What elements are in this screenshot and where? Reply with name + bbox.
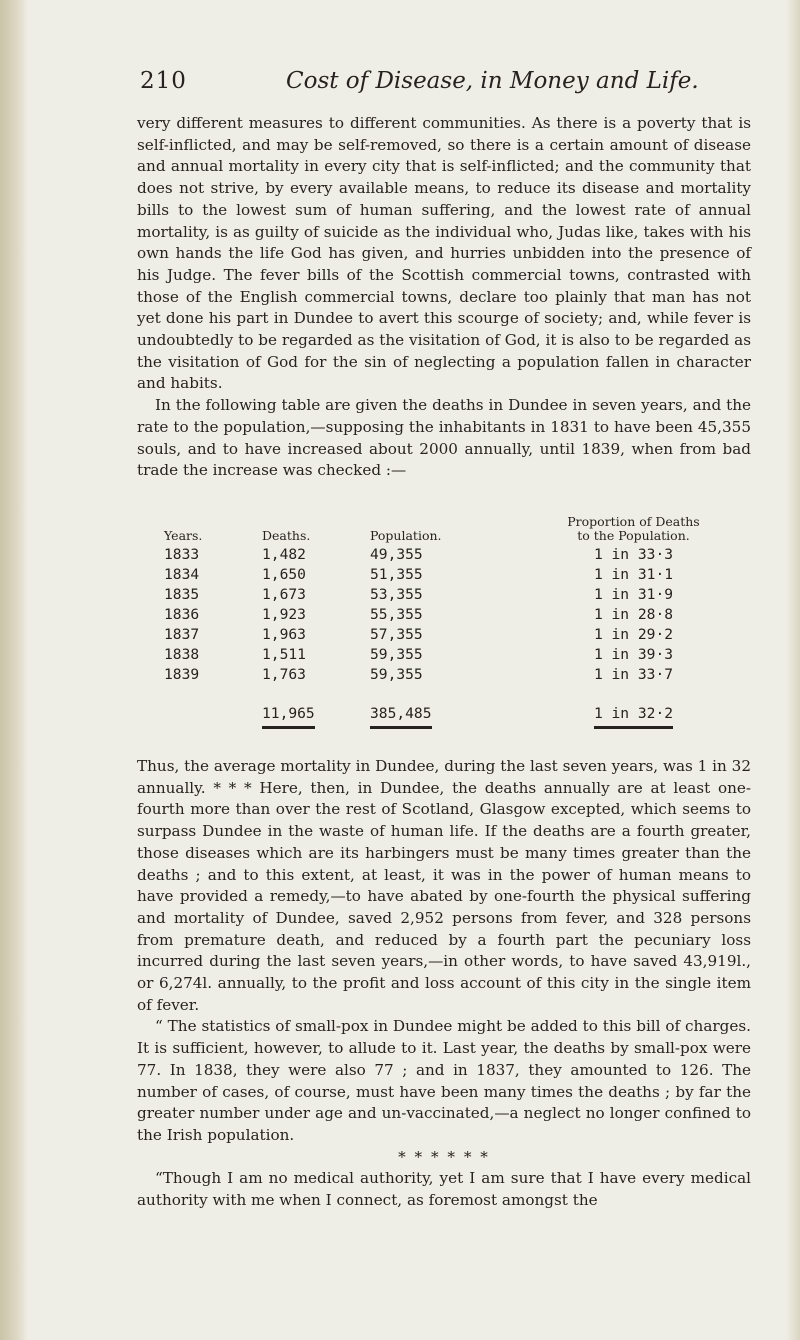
cell-deaths: 1,963 [262,626,306,643]
cell-proportion: 1 in 33·3 [593,546,674,563]
cell-year: 1838 [164,646,200,663]
table-row [164,565,759,585]
cell-proportion: 1 in 28·8 [593,606,674,623]
cell-year: 1833 [164,546,200,563]
paragraph: Thus, the average mortality in Dundee, during the last seven years, was 1 in 32 annually. * * * Here, then, in Dundee, the deaths annually are at least one-fourth more than over the rest of Scotland, Glasgow excepted, which seems to surpass Dundee in the waste of human life. If the deaths are a fourth greater, those diseases which are its harbingers must be many times greater than the deaths ; and to this extent, at least, it was in the power of human means to have provided a remedy,—to have abated by one-fourth the physical suffering and mortality of Dundee, saved 2,952 persons from fever, and 328 persons from premature death, and reduced by a fourth part the pecuniary loss incurred during the last seven years,—in other words, to have saved 43,919l., or 6,274l. annually, to the profit and loss account of this city in the single item of fever. [137,757,751,1014]
column-header-proportion [508,515,759,545]
column-header-population: Population. [370,528,442,543]
column-header-years: Years. [164,528,203,543]
paragraph: very different measures to different communities. As there is a poverty that is self-inflicted, and may be self-removed, so there is a certain amount of disease and annual mortality in every city that is self-inflicted; and the community that does not strive, by every available means, to reduce its disease and mortality bills to the lowest sum of human suffering, and the lowest rate of annual mortality, is as guilty of suicide as the individual who, Judas like, takes with his own hands the life God has given, and hurries unbidden into the presence of his Judge. The fever bills of the Scottish commercial towns, contrasted with those of the English commercial towns, declare too plainly that man has not yet done his part in Dundee to avert this scourge of society; and, while fever is undoubtedly to be regarded as the visitation of God, it is also to be regarded as the visitation of God for the sin of neglecting a population fallen in character and habits. [137,114,751,393]
asterisk-separator: * * * * * * [398,1147,490,1166]
total-proportion: 1 in 32·2 [508,704,759,729]
page-number: 210 [140,68,187,94]
table-row [164,645,759,665]
cell-year: 1836 [164,606,200,623]
table-header-row [164,515,759,545]
cell-population: 59,355 [370,666,423,683]
cell-deaths: 1,763 [262,666,306,683]
cell-proportion: 1 in 31·1 [593,566,674,583]
cell-proportion: 1 in 31·9 [593,586,674,603]
total-deaths: 11,965 [262,704,370,729]
cell-deaths: 1,650 [262,566,306,583]
book-spine-shadow [0,0,28,1340]
table-row [164,665,759,685]
table-row [164,545,759,565]
cell-deaths: 1,482 [262,546,306,563]
cell-population: 49,355 [370,546,423,563]
cell-year: 1839 [164,666,200,683]
paragraph: In the following table are given the deaths in Dundee in seven years, and the rate to the population,—supposing the inhabitants in 1831 to have been 45,355 souls, and to have increased about 2000 annually, until 1839, when from bad trade the increase was checked :— [137,396,751,480]
table-row [164,605,759,625]
total-population: 385,485 [370,704,508,729]
cell-proportion: 1 in 39·3 [593,646,674,663]
cell-year: 1834 [164,566,200,583]
table-row [164,585,759,605]
cell-population: 59,355 [370,646,423,663]
table-spacer [164,685,759,704]
cell-year: 1837 [164,626,200,643]
cell-population: 55,355 [370,606,423,623]
paragraph: “ The statistics of small-pox in Dundee might be added to this bill of charges. It is sufficient, however, to allude to it. Last year, the deaths by small-pox were 77. In 1838, they were also 77 ; and in 1837, they amounted to 126. The number of cases, of course, must have been many times the deaths ; by far the greater number under age and un-vaccinated,—a neglect no longer confined to the Irish population. [137,1017,751,1144]
running-title: Cost of Disease, in Money and Life. [286,68,699,94]
page-header [118,68,758,108]
cell-proportion: 1 in 33·7 [593,666,674,683]
column-header-deaths: Deaths. [262,528,311,543]
cell-year: 1835 [164,586,200,603]
page-edge-shadow [786,0,800,1340]
proportion-header-line2: to the Population. [577,528,690,543]
deaths-table [164,515,759,729]
table-row [164,625,759,645]
cell-deaths: 1,511 [262,646,306,663]
cell-population: 53,355 [370,586,423,603]
cell-population: 51,355 [370,566,423,583]
intro-text [137,113,751,482]
cell-deaths: 1,923 [262,606,306,623]
table-total-row [164,704,759,729]
cell-population: 57,355 [370,626,423,643]
paragraph: “Though I am no medical authority, yet I am sure that I have every medical authority with me when I connect, as foremost amongst the [137,1169,751,1210]
proportion-header-line1: Proportion of Deaths [567,514,700,529]
body-text [137,756,751,1212]
cell-proportion: 1 in 29·2 [593,626,674,643]
cell-deaths: 1,673 [262,586,306,603]
